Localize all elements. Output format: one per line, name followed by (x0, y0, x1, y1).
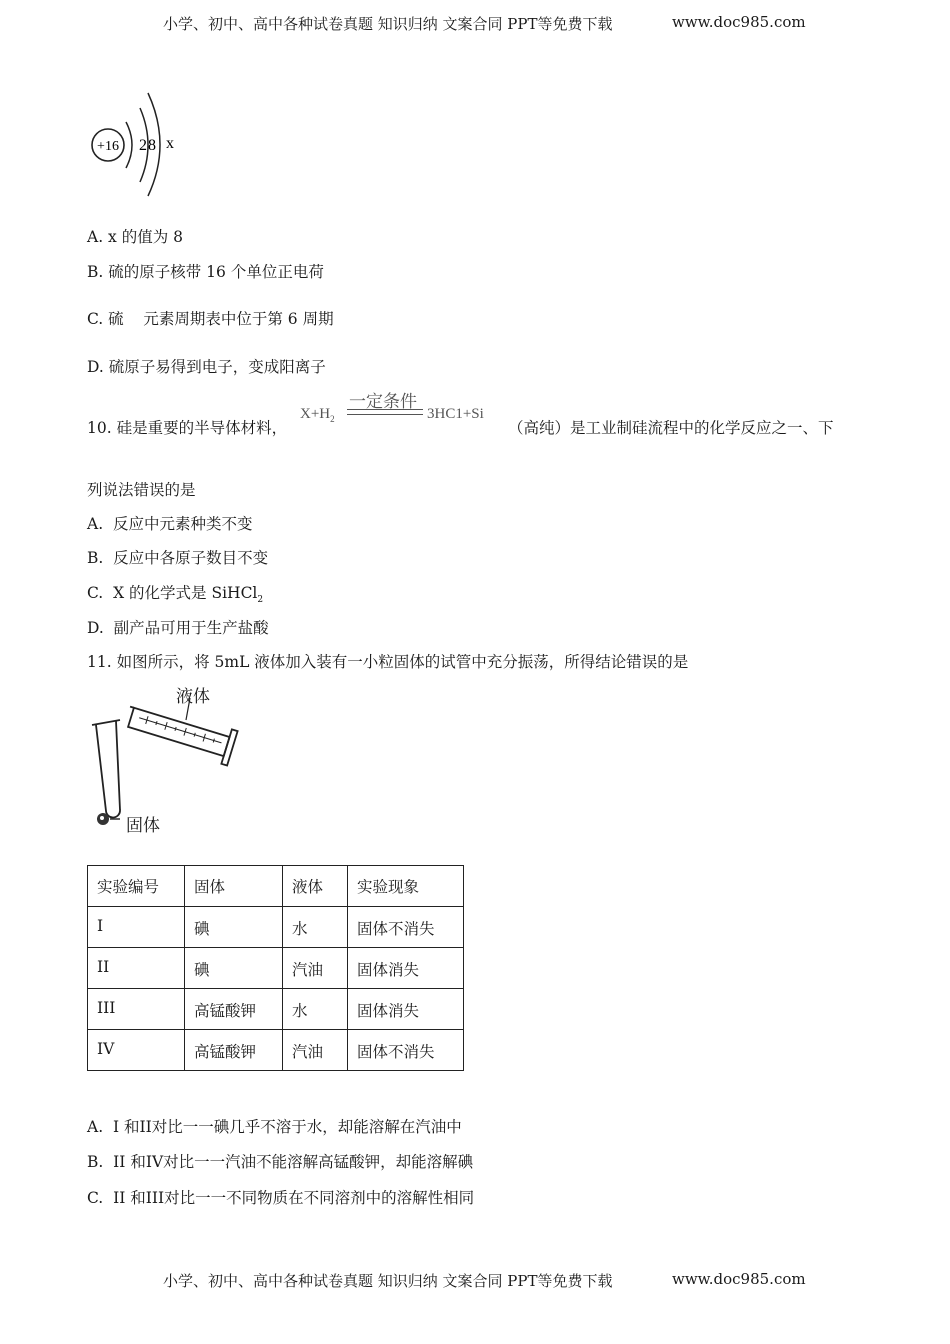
nucleus-charge: +16 (97, 139, 119, 154)
table-header-cell: 实验编号 (88, 866, 185, 907)
table-header-cell: 固体 (185, 866, 283, 907)
shell-arc-1 (126, 122, 132, 168)
label-solid: 固体 (126, 816, 160, 836)
table-row (88, 907, 464, 948)
q9-option-b: B. 硫的原子核带 16 个单位正电荷 (87, 263, 324, 281)
shell-electrons-2: 8 (148, 137, 156, 154)
q10-option-c-text: C. X 的化学式是 SiHCl (87, 584, 258, 602)
table-row (88, 989, 464, 1030)
q10-intro: 10. 硅是重要的半导体材料， (87, 419, 288, 437)
experiment-table (87, 865, 464, 1071)
table-header-cell: 实验现象 (348, 866, 464, 907)
q10-option-a: A. 反应中元素种类不变 (87, 515, 253, 533)
q10-line2: 列说法错误的是 (87, 481, 196, 499)
table-cell: III (88, 989, 185, 1030)
table-cell: 高锰酸钾 (185, 1030, 283, 1071)
test-tube-figure (86, 680, 256, 835)
sulfur-atom-diagram (88, 88, 188, 200)
q10-option-c-sub: 2 (257, 595, 264, 606)
q10-eq-double-line (347, 409, 423, 415)
table-header-cell: 液体 (283, 866, 348, 907)
q10-option-c (87, 581, 263, 605)
table-row (88, 948, 464, 989)
shell-electrons-3: x (166, 135, 174, 152)
table-row (88, 1030, 464, 1071)
table-cell: 高锰酸钾 (185, 989, 283, 1030)
table-cell: IV (88, 1030, 185, 1071)
q11-option-b: B. II 和IV对比一一汽油不能溶解高锰酸钾，却能溶解碘 (87, 1153, 474, 1171)
q10-option-d: D. 副产品可用于生产盐酸 (87, 619, 269, 637)
table-cell: II (88, 948, 185, 989)
table-cell: 固体消失 (348, 989, 464, 1030)
q10-option-b: B. 反应中各原子数目不变 (87, 549, 269, 567)
table-cell: I (88, 907, 185, 948)
q10-equation-right: 3HC1+Si (427, 406, 484, 422)
table-cell: 固体不消失 (348, 907, 464, 948)
footer-url[interactable]: www.doc985.com (672, 1270, 806, 1288)
q9-option-a: A. x 的值为 8 (87, 228, 184, 246)
eq-left-sub: 2 (330, 414, 335, 424)
q11-stem: 11. 如图所示，将 5mL 液体加入装有一小粒固体的试管中充分振荡，所得结论错误的是 (87, 653, 689, 671)
table-cell: 水 (283, 989, 348, 1030)
table-cell: 水 (283, 907, 348, 948)
table-cell: 汽油 (283, 948, 348, 989)
q9-option-c: C. 硫 元素周期表中位于第 6 周期 (87, 310, 334, 328)
label-liquid: 液体 (176, 687, 210, 707)
table-cell: 碘 (185, 948, 283, 989)
header-url[interactable]: www.doc985.com (672, 13, 806, 31)
shell-electrons-1: 2 (139, 137, 147, 154)
table-cell: 汽油 (283, 1030, 348, 1071)
graduated-cylinder (122, 699, 238, 766)
test-tube (96, 721, 120, 818)
table-cell: 固体不消失 (348, 1030, 464, 1071)
q10-equation-left (300, 406, 335, 424)
table-header-row (88, 866, 464, 907)
table-cell: 碘 (185, 907, 283, 948)
table-cell: 固体消失 (348, 948, 464, 989)
header-text: 小学、初中、高中各种试卷真题 知识归纳 文案合同 PPT等免费下载 (163, 15, 613, 33)
solid-particle-shine (100, 816, 104, 820)
q10-eq-condition: 一定条件 (349, 392, 417, 412)
footer-text: 小学、初中、高中各种试卷真题 知识归纳 文案合同 PPT等免费下载 (163, 1272, 613, 1290)
q11-option-c: C. II 和III对比一一不同物质在不同溶剂中的溶解性相同 (87, 1189, 475, 1207)
eq-left-text: X+H (300, 406, 331, 422)
q10-after: （高纯）是工业制硅流程中的化学反应之一、下 (508, 419, 834, 437)
q11-option-a: A. I 和II对比一一碘几乎不溶于水，却能溶解在汽油中 (87, 1118, 462, 1136)
q9-option-d: D. 硫原子易得到电子，变成阳离子 (87, 358, 326, 376)
